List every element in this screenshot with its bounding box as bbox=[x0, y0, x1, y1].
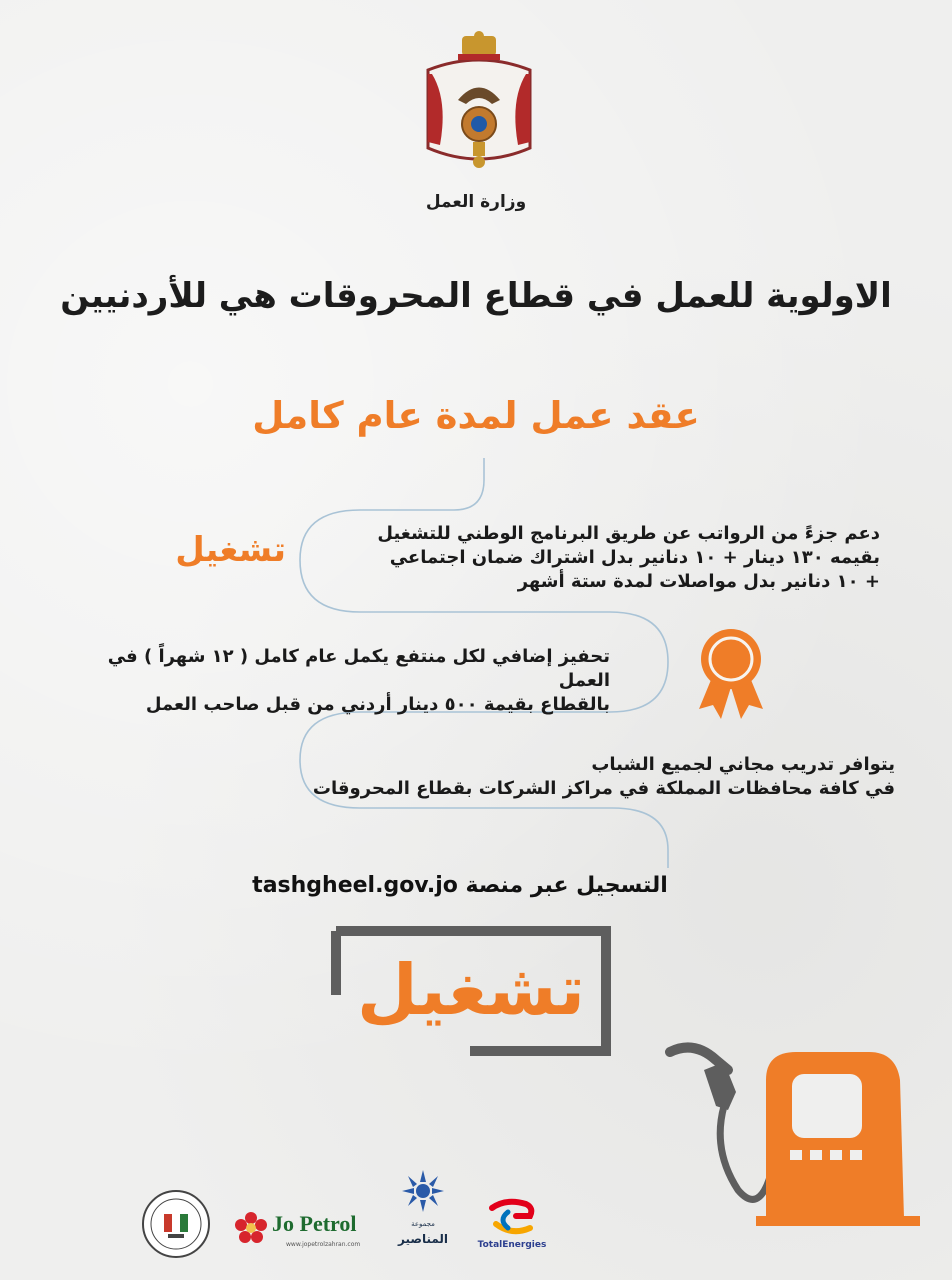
benefit-line: تحفيز إضافي لكل منتفع يكمل عام كامل ( ١٢ شهراً ) في العمل bbox=[107, 646, 610, 691]
registration-link-text[interactable]: التسجيل عبر منصة tashgheel.gov.jo bbox=[252, 873, 668, 898]
totalenergies-swirl-icon bbox=[486, 1198, 538, 1238]
jopetrol-flower-icon bbox=[234, 1211, 268, 1245]
jopetrol-logo bbox=[234, 1205, 374, 1255]
jopetrol-url: www.jopetrolzahran.com bbox=[286, 1241, 361, 1248]
benefit-line: بالقطاع بقيمة ٥٠٠ دينار أردني من قبل صاحب العمل bbox=[145, 694, 610, 715]
page-headline: الاولوية للعمل في قطاع المحروقات هي للأردنيين bbox=[60, 276, 892, 316]
totalenergies-logo bbox=[472, 1198, 552, 1254]
benefit-line: بقيمه ١٣٠ دينار + ١٠ دنانير بدل اشتراك ضمان اجتماعي bbox=[389, 547, 880, 568]
fuel-pump-icon bbox=[664, 1040, 924, 1230]
manaseer-group-label: مجموعة bbox=[411, 1220, 435, 1228]
award-medal-icon bbox=[693, 625, 769, 721]
totalenergies-name: TotalEnergies bbox=[477, 1240, 547, 1250]
manaseer-sun-icon bbox=[398, 1168, 448, 1214]
benefit-item-bonus bbox=[60, 645, 610, 717]
benefit-item-salary-support bbox=[300, 522, 880, 594]
benefit-line: يتوافر تدريب مجاني لجميع الشباب bbox=[591, 754, 895, 775]
ministry-name: وزارة العمل bbox=[425, 192, 527, 212]
benefit-line: دعم جزءً من الرواتب عن طريق البرنامج الوطني للتشغيل bbox=[377, 523, 880, 544]
manaseer-name: المناصير bbox=[397, 1232, 449, 1246]
page-subheadline: عقد عمل لمدة عام كامل bbox=[252, 394, 700, 437]
side-brand-label: تشغيل bbox=[175, 530, 286, 570]
benefit-line: + ١٠ دنانير بدل مواصلات لمدة ستة أشهر bbox=[517, 571, 880, 592]
jopetrol-name: Jo Petrol bbox=[272, 1211, 357, 1236]
benefit-item-training bbox=[300, 753, 895, 801]
jordan-coat-of-arms-emblem bbox=[418, 30, 540, 180]
manaseer-group-logo bbox=[390, 1168, 456, 1252]
tashgheel-logo-text: تشغيل bbox=[356, 949, 586, 1031]
benefit-line: في كافة محافظات المملكة في مراكز الشركات بقطاع المحروقات bbox=[312, 778, 895, 799]
fuel-stations-association-logo bbox=[140, 1188, 212, 1260]
